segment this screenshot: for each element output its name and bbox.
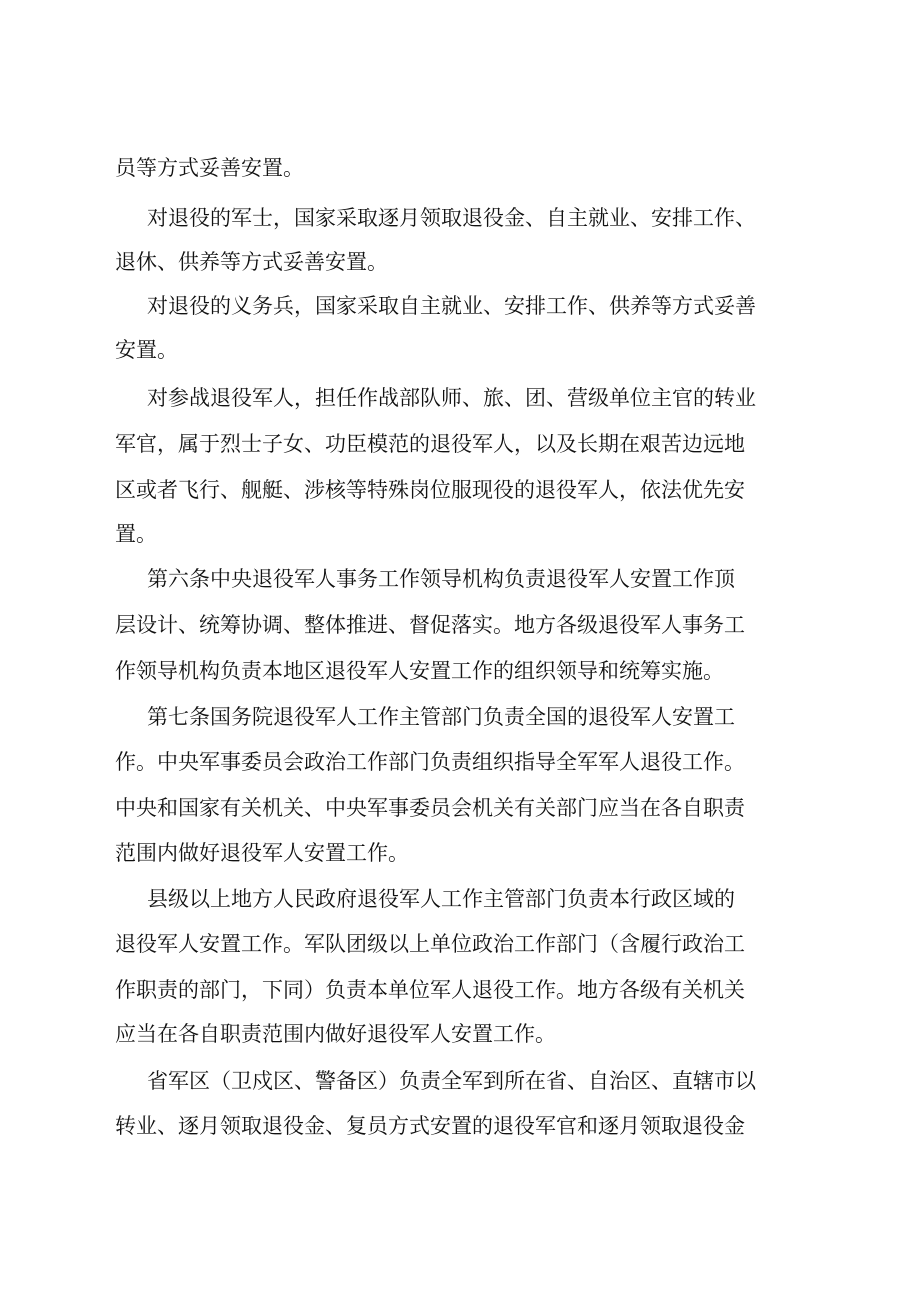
text-line xyxy=(0,424,920,464)
text-line xyxy=(0,242,920,282)
text-line xyxy=(0,286,920,326)
text-line xyxy=(0,1014,920,1054)
text-line xyxy=(0,879,920,919)
line-text: 第七条国务院退役军人工作主管部门负责全国的退役军人安置工 xyxy=(147,705,735,729)
line-text: 对参战退役军人，担任作战部队师、旅、团、营级单位主官的转业 xyxy=(147,386,756,410)
line-text: 作领导机构负责本地区退役军人安置工作的组织领导和统筹实施。 xyxy=(115,659,724,683)
line-text: 县级以上地方人民政府退役军人工作主管部门负责本行政区域的 xyxy=(147,887,735,911)
text-line xyxy=(0,605,920,645)
line-text: 退休、供养等方式妥善安置。 xyxy=(115,250,388,274)
text-line xyxy=(0,378,920,418)
text-line xyxy=(0,742,920,782)
line-text: 转业、逐月领取退役金、复员方式安置的退役军官和逐月领取退役金 xyxy=(115,1114,745,1138)
text-line xyxy=(0,651,920,691)
line-text: 对退役的义务兵，国家采取自主就业、安排工作、供养等方式妥善 xyxy=(147,294,756,318)
text-line xyxy=(0,1061,920,1101)
line-text: 军官，属于烈士子女、功臣模范的退役军人，以及长期在艰苦边远地 xyxy=(115,432,745,456)
text-line xyxy=(0,924,920,964)
text-line xyxy=(0,148,920,188)
text-line xyxy=(0,788,920,828)
text-line xyxy=(0,198,920,238)
line-text: 安置。 xyxy=(115,338,178,362)
text-line xyxy=(0,470,920,510)
line-text: 退役军人安置工作。军队团级以上单位政治工作部门（含履行政治工 xyxy=(115,932,745,956)
line-text: 应当在各自职责范围内做好退役军人安置工作。 xyxy=(115,1022,556,1046)
line-text: 作职责的部门，下同）负责本单位军人退役工作。地方各级有关机关 xyxy=(115,978,745,1002)
line-text: 范围内做好退役军人安置工作。 xyxy=(115,841,409,865)
line-text: 第六条中央退役军人事务工作领导机构负责退役军人安置工作顶 xyxy=(147,567,735,591)
line-text: 区或者飞行、舰艇、涉核等特殊岗位服现役的退役军人，依法优先安 xyxy=(115,478,745,502)
line-text: 中央和国家有关机关、中央军事委员会机关有关部门应当在各自职责 xyxy=(115,796,745,820)
line-text: 置。 xyxy=(115,522,157,546)
text-line xyxy=(0,970,920,1010)
line-text: 省军区（卫戍区、警备区）负责全军到所在省、自治区、直辖市以 xyxy=(147,1069,756,1093)
text-line xyxy=(0,697,920,737)
text-line xyxy=(0,330,920,370)
text-line xyxy=(0,514,920,554)
text-line xyxy=(0,1106,920,1146)
line-text: 层设计、统筹协调、整体推进、督促落实。地方各级退役军人事务工 xyxy=(115,613,745,637)
text-line xyxy=(0,833,920,873)
line-text: 对退役的军士，国家采取逐月领取退役金、自主就业、安排工作、 xyxy=(147,206,756,230)
line-text: 员等方式妥善安置。 xyxy=(115,156,304,180)
line-text: 作。中央军事委员会政治工作部门负责组织指导全军军人退役工作。 xyxy=(115,750,745,774)
text-line xyxy=(0,559,920,599)
